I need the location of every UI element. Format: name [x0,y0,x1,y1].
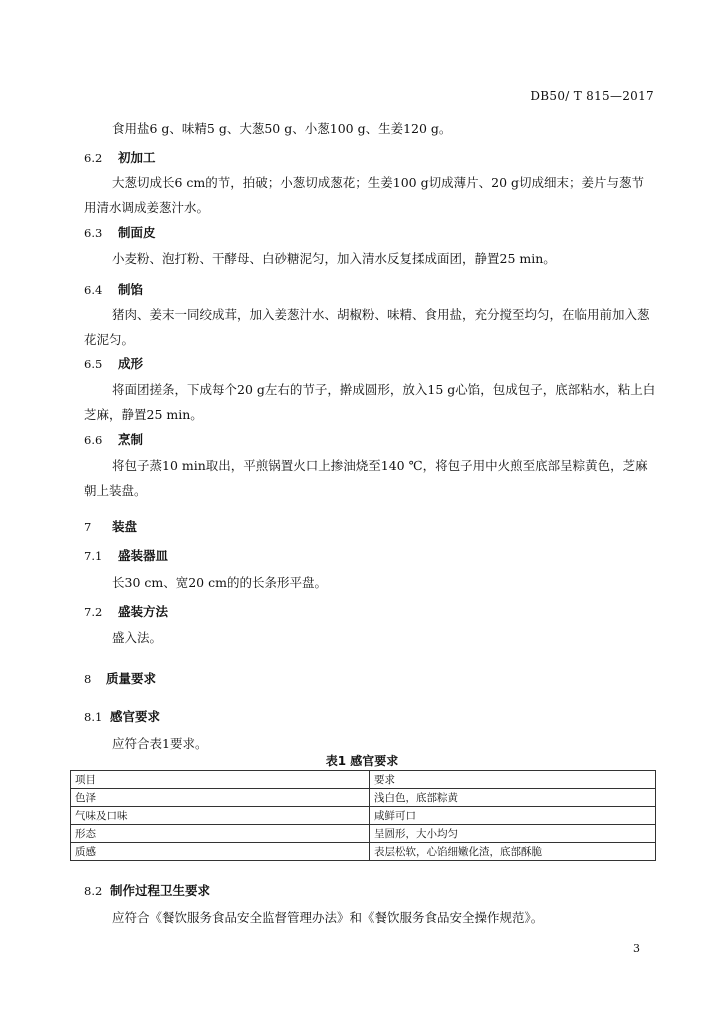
table-cell: 咸鲜可口 [370,807,656,825]
section-number: 8 [84,672,92,686]
section-number: 6.6 [84,433,103,447]
section-title: 盛装方法 [118,604,169,619]
section-number: 7 [84,520,92,534]
section-title: 制作过程卫生要求 [110,883,211,898]
section-6-6-paragraph: 将包子蒸10 min取出，平煎锅置火口上掺油烧至140 ℃，将包子用中火煎至底部呈粽黄色，芝麻朝上装盘。 [84,458,648,498]
section-8-1-paragraph: 应符合表1要求。 [112,736,208,751]
sensory-requirements-table [70,770,656,861]
section-title: 初加工 [118,150,156,165]
section-number: 8.1 [84,710,103,724]
section-title: 制馅 [118,282,144,297]
section-6-5-paragraph: 将面团搓条，下成每个20 g左右的节子，擀成圆形，放入15 g心馅，包成包子，底部粘水，粘上白芝麻，静置25 min。 [84,382,656,422]
section-title: 装盘 [112,519,138,534]
table-row [71,843,656,861]
section-6-4-heading [84,280,143,298]
table-cell: 形态 [71,825,370,843]
section-number: 6.2 [84,151,103,165]
section-7-2-heading [84,602,168,620]
table-header-cell: 项目 [71,771,370,789]
section-7-1-paragraph: 长30 cm、宽20 cm的的长条形平盘。 [112,575,327,590]
section-title: 质量要求 [106,671,157,686]
table-cell: 浅白色，底部粽黄 [370,789,656,807]
table-row [71,807,656,825]
section-title: 感官要求 [110,709,161,724]
section-7-1-heading [84,546,168,564]
table-cell: 呈圆形，大小均匀 [370,825,656,843]
section-6-3-paragraph: 小麦粉、泡打粉、干酵母、白砂糖泥匀，加入清水反复揉成面团，静置25 min。 [112,251,556,266]
table-cell: 表层松软，心馅细嫩化渣，底部酥脆 [370,843,656,861]
section-title: 成形 [118,356,144,371]
table-row [71,825,656,843]
table-cell: 质感 [71,843,370,861]
section-6-4-paragraph: 猪肉、姜末一同绞成茸，加入姜葱汁水、胡椒粉、味精、食用盐，充分搅至均匀，在临用前加入葱花泥匀。 [84,307,650,347]
standard-code: DB50/ T 815—2017 [530,89,654,103]
table-cell: 气味及口味 [71,807,370,825]
table-cell: 色泽 [71,789,370,807]
section-number: 8.2 [84,884,103,898]
page-number: 3 [633,942,640,955]
section-number: 6.3 [84,226,103,240]
section-7-heading [84,517,137,535]
section-number: 6.4 [84,283,103,297]
ingredients-paragraph: 食用盐6 g、味精5 g、大葱50 g、小葱100 g、生姜120 g。 [112,121,452,136]
section-title: 盛装器皿 [118,548,169,563]
section-number: 6.5 [84,357,103,371]
section-7-2-paragraph: 盛入法。 [112,630,163,645]
section-6-2-heading [84,148,156,166]
section-number: 7.1 [84,549,103,563]
section-6-3-heading [84,223,156,241]
section-title: 烹制 [118,432,144,447]
table-header-row [71,771,656,789]
section-8-1-heading [84,707,160,725]
table-row [71,789,656,807]
section-6-5-heading [84,354,143,372]
table-header-cell: 要求 [370,771,656,789]
section-title: 制面皮 [118,225,156,240]
section-number: 7.2 [84,605,103,619]
section-8-2-heading [84,881,210,899]
table-caption: 表1 感官要求 [325,754,399,768]
section-6-6-heading [84,430,143,448]
section-8-2-paragraph: 应符合《餐饮服务食品安全监督管理办法》和《餐饮服务食品安全操作规范》。 [112,910,544,925]
section-8-heading [84,669,156,687]
section-6-2-paragraph: 大葱切成长6 cm的节，拍破；小葱切成葱花；生姜100 g切成薄片、20 g切成细末；姜片与葱节用清水调成姜葱汁水。 [84,175,644,215]
